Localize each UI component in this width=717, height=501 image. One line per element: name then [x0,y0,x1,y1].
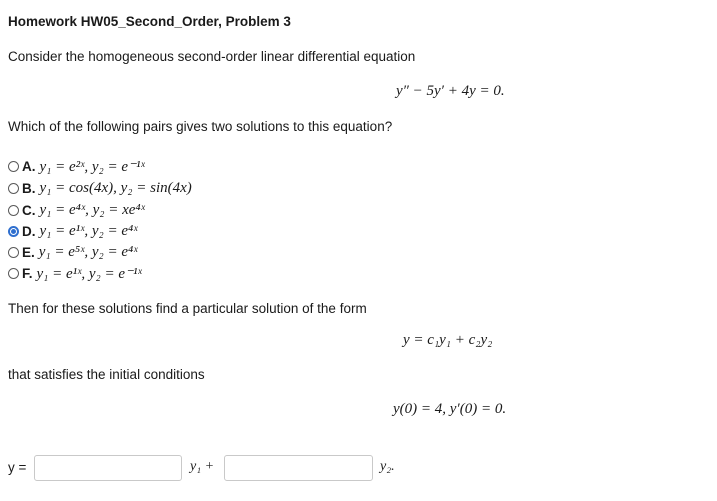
option-c[interactable] [8,201,145,219]
option-math: y₁ = e⁵ˣ, y₂ = e⁴ˣ [38,243,138,260]
initial-conditions: y(0) = 4, y′(0) = 0. [393,401,507,417]
option-f[interactable] [8,264,142,282]
option-math: y₁ = e²ˣ, y₂ = e⁻¹ˣ [39,158,145,175]
radio-button[interactable] [8,268,19,279]
option-label: F. [22,265,33,281]
radio-button[interactable] [8,161,19,172]
option-b[interactable] [8,179,192,197]
question-text: Which of the following pairs gives two solutions to this equation? [8,119,393,134]
radio-button[interactable] [8,183,19,194]
option-math: y₁ = e⁴ˣ, y₂ = xe⁴ˣ [39,201,145,218]
radio-button-selected[interactable] [8,226,19,237]
followup-text: Then for these solutions find a particular solution of the form [8,301,367,316]
option-label: A. [22,158,36,174]
option-a[interactable] [8,157,145,175]
option-d[interactable] [8,222,137,240]
c1-input[interactable] [34,455,182,481]
answer-prefix: y = [8,460,27,475]
option-math: y₁ = e¹ˣ, y₂ = e⁻¹ˣ [36,265,142,282]
c2-input[interactable] [224,455,373,481]
option-label: D. [22,223,36,239]
solution-form: y = c₁y₁ + c₂y₂ [403,332,493,348]
option-label: C. [22,202,36,218]
conditions-text: that satisfies the initial conditions [8,367,205,382]
radio-button[interactable] [8,205,19,216]
answer-suffix: y₂. [380,459,395,474]
differential-equation: y″ − 5y′ + 4y = 0. [396,83,505,99]
radio-button[interactable] [8,247,19,258]
answer-mid: y₁ + [190,459,215,474]
option-label: E. [22,244,35,260]
option-label: B. [22,180,36,196]
problem-title: Homework HW05_Second_Order, Problem 3 [8,14,291,29]
option-math: y₁ = e¹ˣ, y₂ = e⁴ˣ [39,222,138,239]
option-math: y₁ = cos(4x), y₂ = sin(4x) [39,179,192,196]
option-e[interactable] [8,243,137,261]
intro-text: Consider the homogeneous second-order linear differential equation [8,49,416,64]
